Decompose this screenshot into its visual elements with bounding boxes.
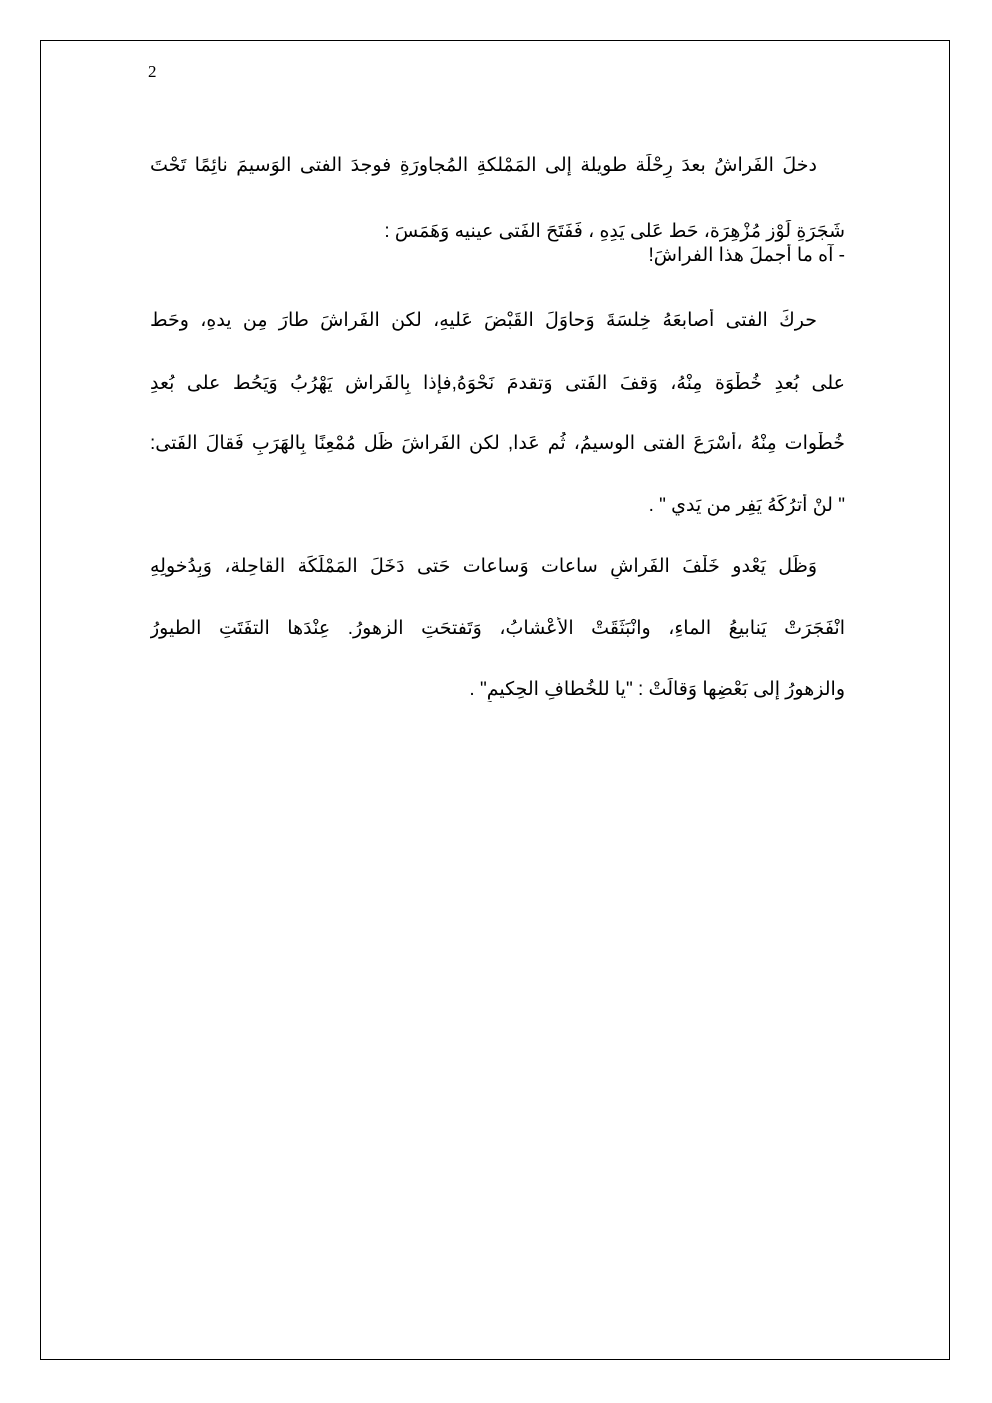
paragraph-1-line-1: دخلَ الفَراشُ بعدَ رِحْلَة طويلة إلى المَمْلكةِ المُجاورَةِ فوجدَ الفتى الوَسيمَ نائِمًا تَحْتَ <box>150 155 817 176</box>
page-number: 2 <box>148 62 157 81</box>
paragraph-2-line-3: خُطْوات مِنْهُ ،أسْرَعَ الفتى الوسيمُ، ثُم عَدا, لكن الفَراشَ ظَل مُمْعِنًا بِالهَرَبِ فَقالَ الفَتى: <box>150 433 845 454</box>
paragraph-2-line-1: حركَ الفتى أصابعَهُ خِلسَةَ وَحاوَلَ القَبْضَ عَليهِ، لكن الفَراشَ طارَ مِن يدهِ، وحَط <box>150 310 817 331</box>
paragraph-1-line-3: - آه ما أجملَ هذا الفراشَ! <box>648 245 845 266</box>
paragraph-1-line-2: شَجَرَةِ لَوْز مُزْهِرَة، حَط عَلى يَدِهِ ، فَفَتَحَ الفَتى عينيه وَهَمَسَ : <box>384 221 845 242</box>
paragraph-3-line-1: وَظَل يَعْدو خَلْفَ الفَراشِ ساعات وَساعات حَتى دَخَلَ المَمْلَكَة القاحِلة، وَبِدُخولِهِ <box>150 556 817 577</box>
paragraph-2-line-2: على بُعدِ خُطْوَة مِنْهُ، وَقفَ الفَتى وَتقدمَ نَحْوَهُ,فإذا بِالفَراش يَهْرُبُ وَيَحُط على بُعدِ <box>150 373 845 394</box>
paragraph-3-line-2: انْفَجَرَتْ يَنابيعُ الماءِ، وانْبَثَقَتْ الأعْشابُ، وَتَفتحَتِ الزهورُ. عِنْدَها التفَتَتِ الطيورُ <box>150 618 845 639</box>
paragraph-3-line-3: والزهورُ إلى بَعْضِها وَقالَتْ : "يا للخُطافِ الحِكيمِ" . <box>469 679 845 700</box>
paragraph-2-line-4: " لنْ أترُكَهُ يَفِر من يَدي " . <box>648 495 845 516</box>
